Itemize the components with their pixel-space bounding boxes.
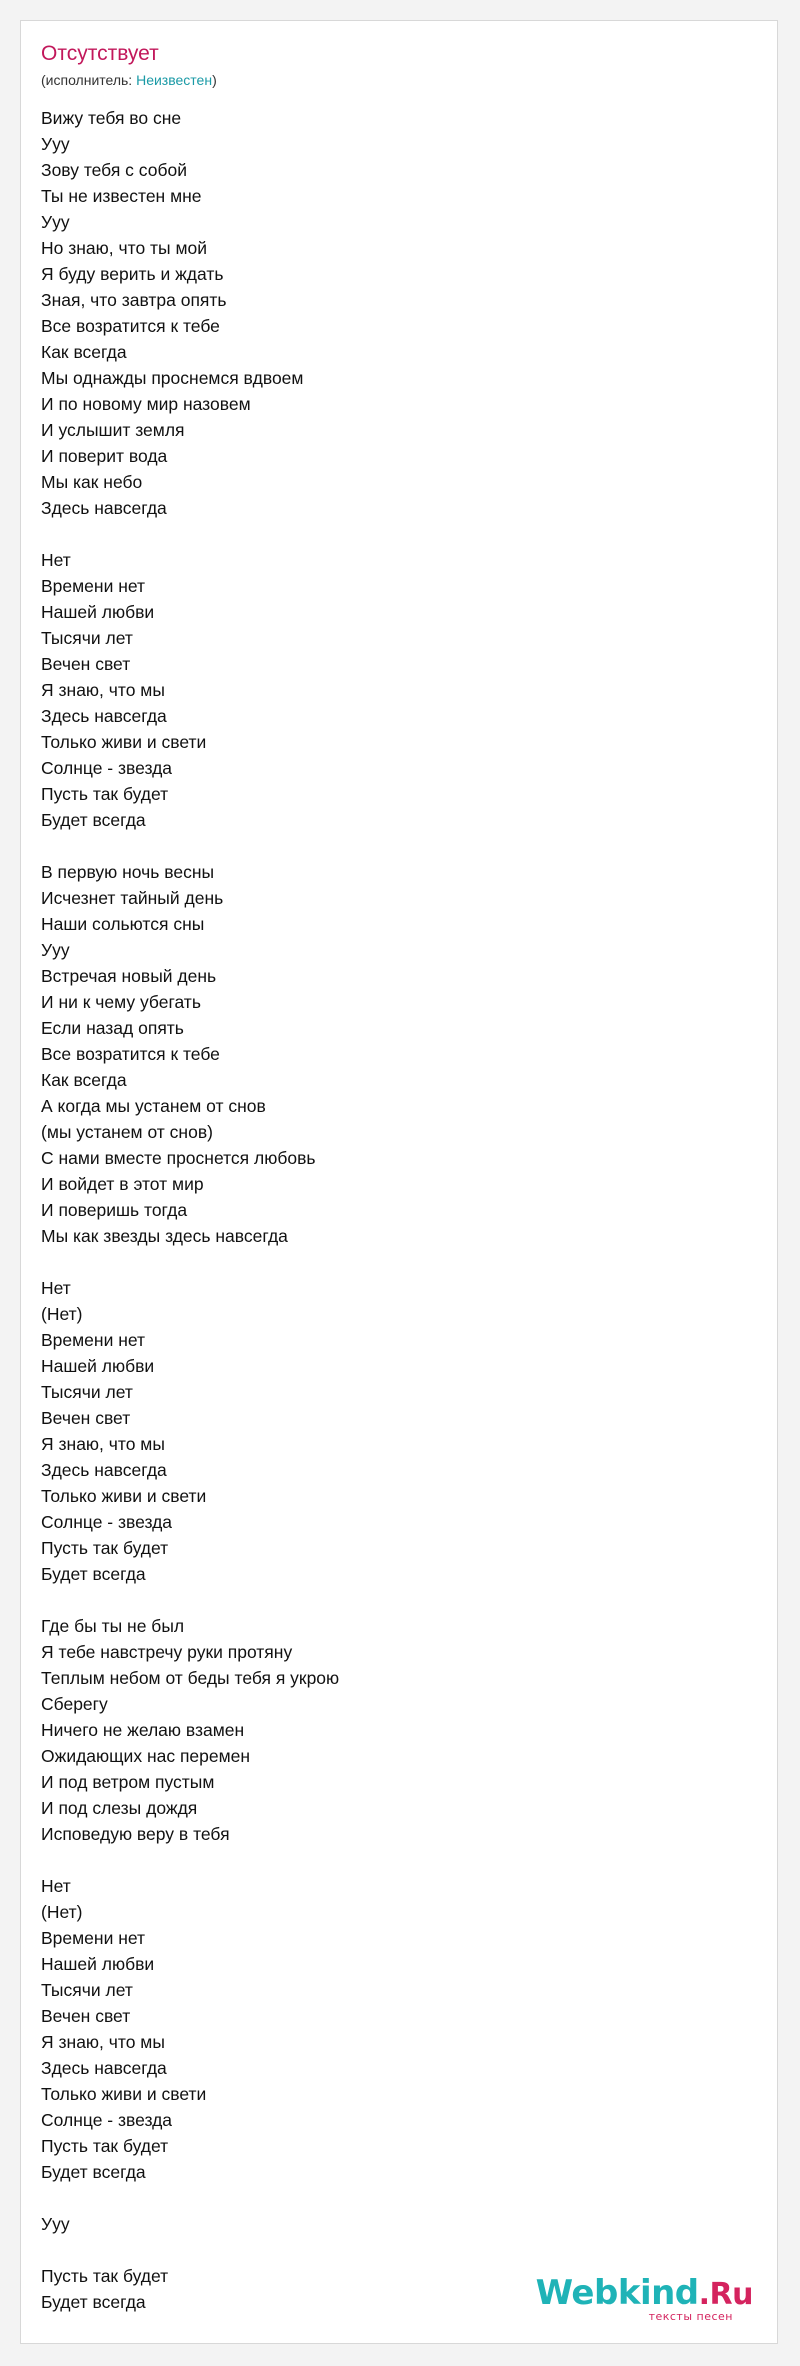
lyric-line: Мы как небо — [41, 472, 143, 492]
lyric-line: Только живи и свети — [41, 1486, 207, 1506]
lyric-line: Исчезнет тайный день — [41, 888, 224, 908]
lyric-line: Нет — [41, 1278, 71, 1298]
lyric-line: Ууу — [41, 2214, 70, 2234]
lyric-line: Как всегда — [41, 1070, 127, 1090]
stanza-gap — [41, 1587, 339, 1613]
logo-main-text: Webkind — [535, 2273, 699, 2313]
lyric-line: Теплым небом от беды тебя я укрою — [41, 1668, 340, 1688]
stanza-gap — [41, 833, 339, 859]
lyric-line: Все возратится к тебе — [41, 316, 220, 336]
lyric-line: Здесь навсегда — [41, 498, 167, 518]
lyric-line: Здесь навсегда — [41, 706, 167, 726]
lyric-line: И по новому мир назовем — [41, 394, 251, 414]
lyric-line: Пусть так будет — [41, 2266, 169, 2286]
lyric-line: Здесь навсегда — [41, 1460, 167, 1480]
lyric-line: Только живи и свети — [41, 732, 207, 752]
lyric-line: И ни к чему убегать — [41, 992, 201, 1012]
logo-suffix: .Ru — [698, 2277, 753, 2312]
lyric-line: Здесь навсегда — [41, 2058, 167, 2078]
lyric-line: Пусть так будет — [41, 2136, 169, 2156]
logo-tagline: тексты песен — [648, 2310, 733, 2323]
lyric-line: Пусть так будет — [41, 1538, 169, 1558]
lyric-line: Мы как звезды здесь навсегда — [41, 1226, 288, 1246]
stanza-gap — [41, 521, 339, 547]
lyric-line: Будет всегда — [41, 1564, 146, 1584]
lyric-line: Вечен свет — [41, 2006, 131, 2026]
lyric-line: Солнце - звезда — [41, 758, 173, 778]
performer-prefix: (исполнитель: — [41, 72, 137, 88]
lyric-line: Вечен свет — [41, 1408, 131, 1428]
lyric-line: А когда мы устанем от снов — [41, 1096, 266, 1116]
lyric-line: И под слезы дождя — [41, 1798, 198, 1818]
stanza-gap — [41, 1249, 339, 1275]
lyric-line: Как всегда — [41, 342, 127, 362]
lyrics-text — [41, 105, 339, 2315]
lyric-line: Я знаю, что мы — [41, 680, 165, 700]
lyric-line: Зная, что завтра опять — [41, 290, 227, 310]
lyric-line: Мы однажды проснемся вдвоем — [41, 368, 304, 388]
lyric-line: Нашей любви — [41, 1954, 155, 1974]
lyric-line: С нами вместе проснется любовь — [41, 1148, 316, 1168]
lyric-line: И услышит земля — [41, 420, 185, 440]
lyric-line: Ожидающих нас перемен — [41, 1746, 251, 1766]
site-logo[interactable] — [536, 2275, 753, 2323]
lyric-line: Я тебе навстречу руки протяну — [41, 1642, 293, 1662]
lyric-line: Пусть так будет — [41, 784, 169, 804]
song-title: Отсутствует — [41, 42, 159, 65]
lyric-line: Нашей любви — [41, 1356, 155, 1376]
lyric-line: Я знаю, что мы — [41, 1434, 165, 1454]
lyric-line: Нет — [41, 550, 71, 570]
lyric-line: Где бы ты не был — [41, 1616, 185, 1636]
lyric-line: Времени нет — [41, 576, 146, 596]
lyric-line: Ничего не желаю взамен — [41, 1720, 245, 1740]
stanza-gap — [41, 2237, 339, 2263]
lyric-line: Если назад опять — [41, 1018, 184, 1038]
lyrics-card — [20, 20, 778, 2344]
lyric-line: Наши сольются сны — [41, 914, 205, 934]
artist-link[interactable]: Неизвестен — [136, 72, 213, 88]
lyric-line: Сберегу — [41, 1694, 108, 1714]
lyric-line: Встречая новый день — [41, 966, 217, 986]
lyric-line: Зову тебя с собой — [41, 160, 187, 180]
lyric-line: Тысячи лет — [41, 628, 133, 648]
lyric-line: Все возратится к тебе — [41, 1044, 220, 1064]
lyric-line: Только живи и свети — [41, 2084, 207, 2104]
lyric-line: Нашей любви — [41, 602, 155, 622]
lyric-line: И под ветром пустым — [41, 1772, 215, 1792]
lyric-line: Я знаю, что мы — [41, 2032, 165, 2052]
lyric-line: И поверит вода — [41, 446, 168, 466]
lyric-line: Я буду верить и ждать — [41, 264, 224, 284]
lyric-line: Вижу тебя во сне — [41, 108, 182, 128]
lyric-line: Ты не известен мне — [41, 186, 202, 206]
lyric-line: Времени нет — [41, 1330, 146, 1350]
lyric-line: Будет всегда — [41, 2292, 146, 2312]
lyric-line: Тысячи лет — [41, 1980, 133, 2000]
lyric-line: Нет — [41, 1876, 71, 1896]
lyric-line: (Нет) — [41, 1902, 83, 1922]
lyric-line: Ууу — [41, 940, 70, 960]
performer-line — [41, 71, 217, 89]
lyric-line: Солнце - звезда — [41, 1512, 173, 1532]
stanza-gap — [41, 1847, 339, 1873]
stanza-gap — [41, 2185, 339, 2211]
lyric-line: Солнце - звезда — [41, 2110, 173, 2130]
lyric-line: Исповедую веру в тебя — [41, 1824, 230, 1844]
lyric-line: Вечен свет — [41, 654, 131, 674]
lyric-line: Времени нет — [41, 1928, 146, 1948]
lyric-line: Ууу — [41, 212, 70, 232]
lyric-line: Тысячи лет — [41, 1382, 133, 1402]
logo-wordmark — [536, 2275, 753, 2313]
lyric-line: В первую ночь весны — [41, 862, 215, 882]
lyric-line: Но знаю, что ты мой — [41, 238, 208, 258]
lyric-line: (Нет) — [41, 1304, 83, 1324]
lyric-line: И поверишь тогда — [41, 1200, 188, 1220]
lyric-line: (мы устанем от снов) — [41, 1122, 213, 1142]
lyric-line: Будет всегда — [41, 2162, 146, 2182]
performer-suffix: ) — [212, 72, 217, 88]
lyric-line: Ууу — [41, 134, 70, 154]
lyric-line: Будет всегда — [41, 810, 146, 830]
lyric-line: И войдет в этот мир — [41, 1174, 204, 1194]
